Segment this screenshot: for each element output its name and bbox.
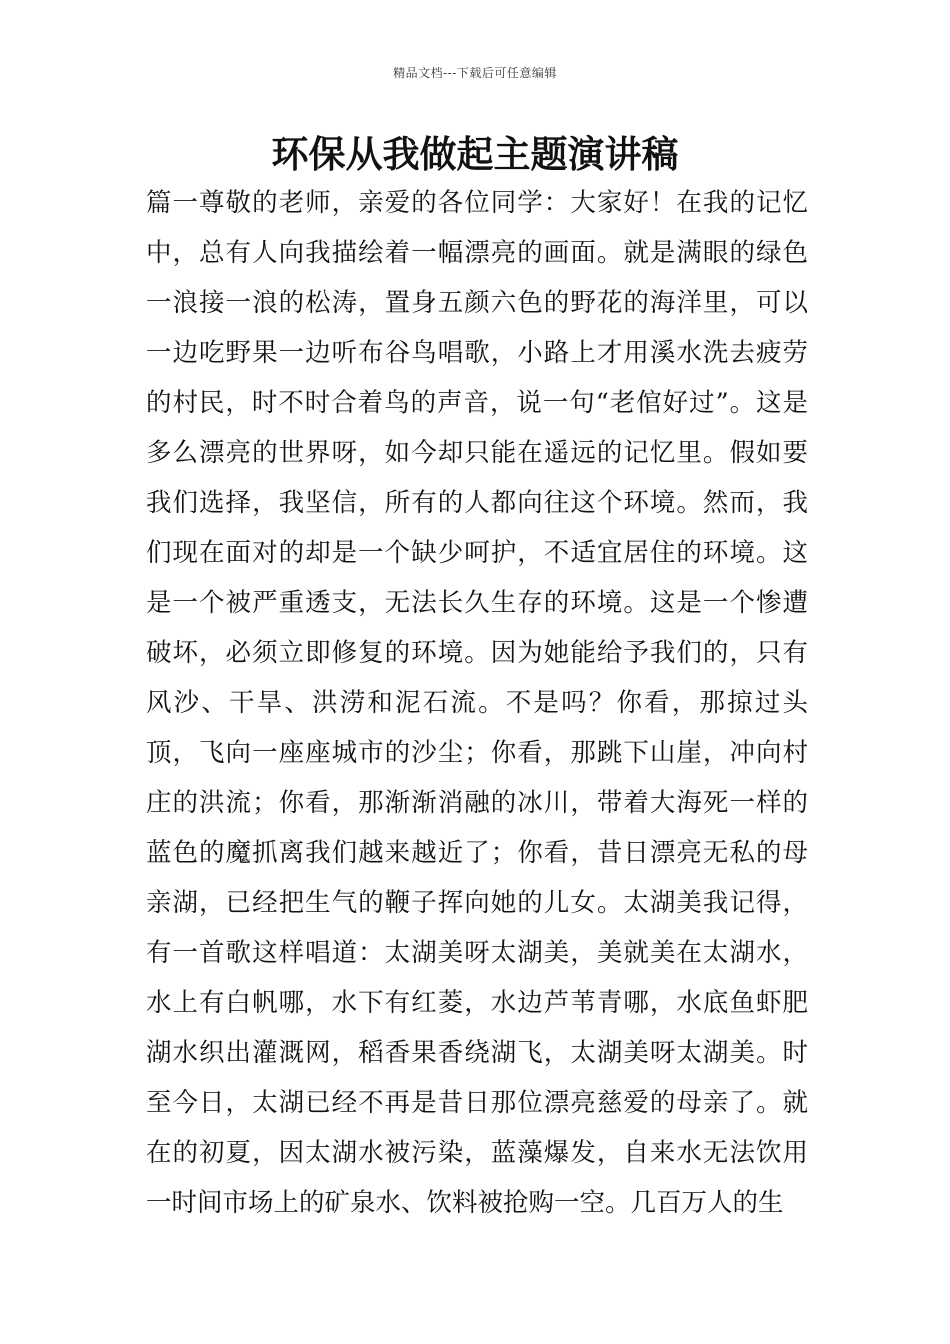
- header-note: 精品文档---下载后可任意编辑: [393, 66, 557, 80]
- document-body: 篇一尊敬的老师，亲爱的各位同学：大家好！在我的记忆中，总有人向我描绘着一幅漂亮的画面。就是满眼的绿色一浪接一浪的松涛，置身五颜六色的野花的海洋里，可以一边吃野果一边听布谷鸟唱歌，小路上才用溪水洗去疲劳的村民，时不时合着鸟的声音，说一句“老倌好过”。这是多么漂亮的世界呀，如今却只能在遥远的记忆里。假如要我们选择，我坚信，所有的人都向往这个环境。然而，我们现在面对的却是一个缺少呵护，不适宜居住的环境。这是一个被严重透支，无法长久生存的环境。这是一个惨遭破坏，必须立即修复的环境。因为她能给予我们的，只有风沙、干旱、洪涝和泥石流。不是吗？你看，那掠过头顶，飞向一座座城市的沙尘；你看，那跳下山崖，冲向村庄的洪流；你看，那渐渐消融的冰川，带着大海死一样的蓝色的魔抓离我们越来越近了；你看，昔日漂亮无私的母亲湖，已经把生气的鞭子挥向她的儿女。太湖美我记得，有一首歌这样唱道：太湖美呀太湖美，美就美在太湖水，水上有白帆哪，水下有红菱，水边芦苇青哪，水底鱼虾肥湖水织出灌溉网，稻香果香绕湖飞，太湖美呀太湖美。时至今日，太湖已经不再是昔日那位漂亮慈爱的母亲了。就在的初夏，因太湖水被污染，蓝藻爆发，自来水无法饮用一时间市场上的矿泉水、饮料被抢购一空。几百万人的生: [146, 188, 808, 1218]
- document-title: 环保从我做起主题演讲稿: [271, 133, 679, 176]
